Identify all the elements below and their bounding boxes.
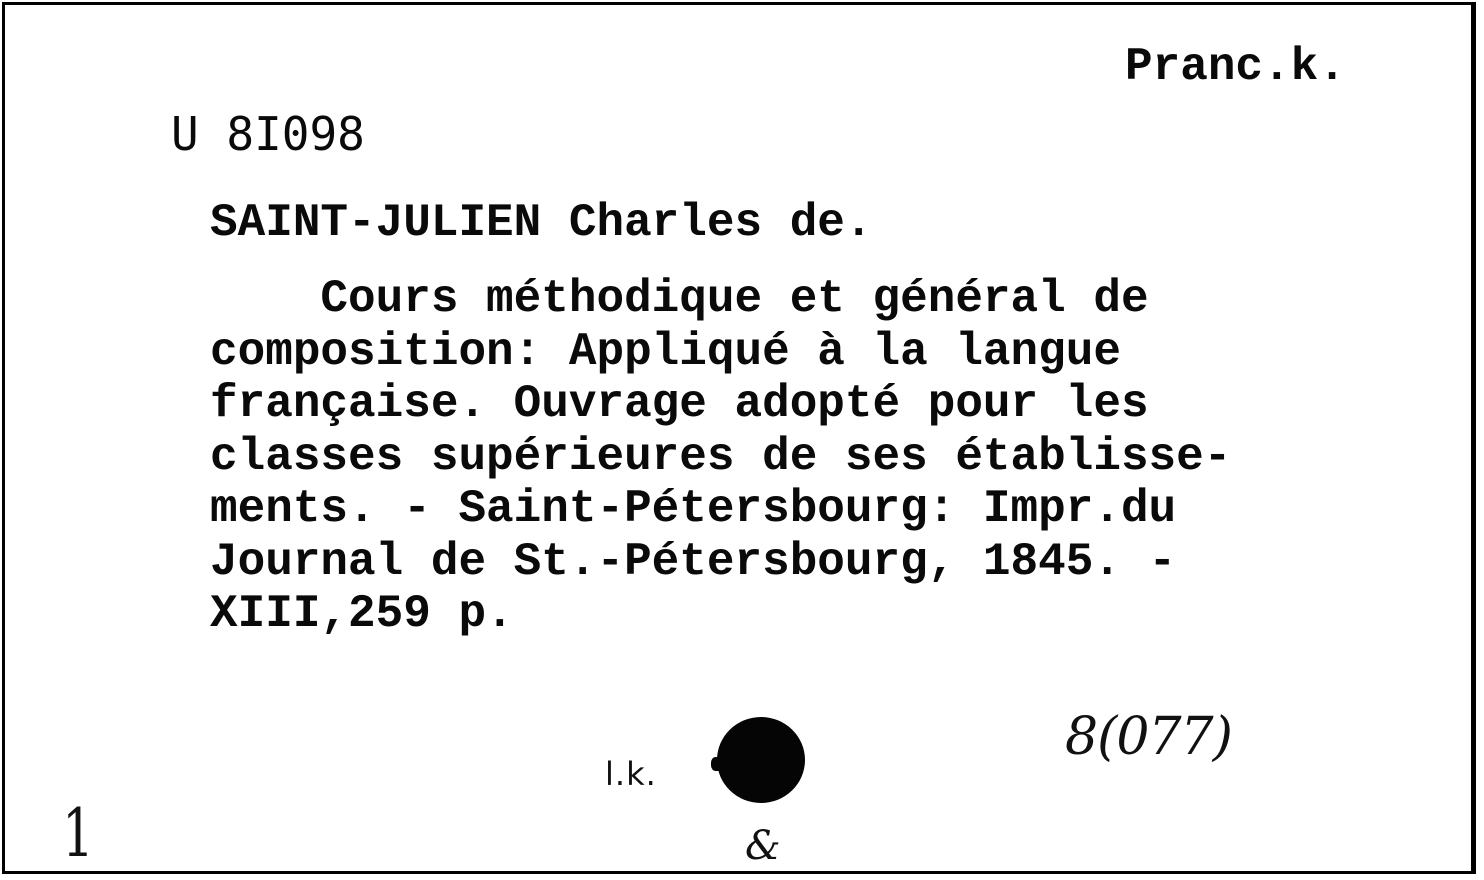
handwritten-copy-number: 1 xyxy=(62,795,94,872)
handwritten-classification: 8(077) xyxy=(1065,707,1232,767)
description-line: française. Ouvrage adopté pour les xyxy=(210,378,1149,430)
handwritten-mark: & xyxy=(745,823,781,869)
catalog-card xyxy=(2,2,1476,874)
call-number: U 8I098 xyxy=(171,107,365,161)
handwritten-initials: l.k. xyxy=(605,755,657,793)
description-line: classes supérieures de ses établisse- xyxy=(210,430,1232,483)
description-line: ments. - Saint-Pétersbourg: Impr.du xyxy=(210,483,1177,535)
description-line: Journal de St.-Pétersbourg, 1845. - xyxy=(210,535,1177,588)
bibliographic-description xyxy=(210,273,1231,641)
description-line: Cours méthodique et général de xyxy=(210,273,1149,325)
ink-stamp-dot xyxy=(717,717,805,803)
author-heading: SAINT-JULIEN Charles de. xyxy=(210,197,873,249)
description-line: XIII,259 p. xyxy=(210,588,514,640)
shelf-mark: Pranc.k. xyxy=(1125,41,1346,93)
description-line: composition: Appliqué à la langue xyxy=(210,325,1121,378)
